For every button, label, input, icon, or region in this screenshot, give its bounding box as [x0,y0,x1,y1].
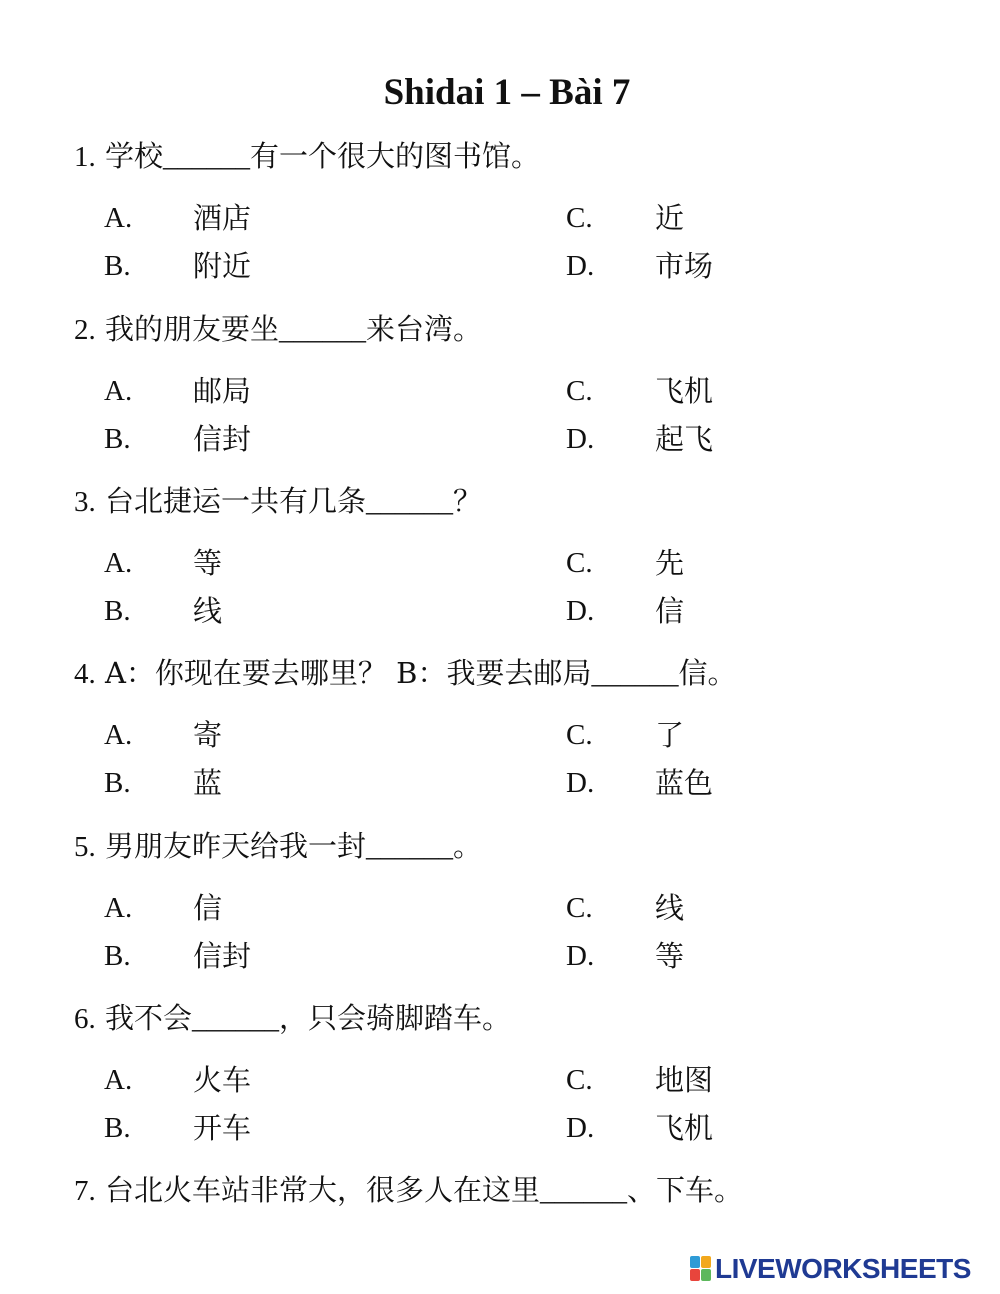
question-text-after: ？ [452,484,482,518]
question-number: 2. [74,314,96,346]
answer-blank[interactable]: ______ [591,658,679,690]
question-number: 3. [74,486,96,518]
option-letter: B. [104,250,131,282]
option-letter: C. [566,375,593,407]
answer-blank[interactable]: ______ [365,486,453,518]
option-letter: D. [566,1112,595,1144]
option-text: 邮局 [193,374,252,408]
option-letter: A. [104,375,133,407]
question-text-before: 我的朋友要坐 [104,312,279,346]
option-letter: B. [104,940,131,972]
option-letter: B. [104,423,131,455]
option-text: 等 [193,546,223,580]
question-5 [74,826,482,867]
question-text-after: 有一个很大的图书馆。 [249,139,540,173]
question-text-before: 男朋友昨天给我一封 [104,829,366,863]
logo-blocks-icon [690,1256,712,1282]
option-letter: B. [104,595,131,627]
option-text: 飞机 [655,1111,714,1145]
question-text-before: 学校 [104,139,163,173]
question-number: 1. [74,141,96,173]
option-text: 附近 [193,249,252,283]
page-title: Shidai 1 – Bài 7 [383,72,631,113]
question-2 [74,309,482,350]
option-letter: D. [566,940,595,972]
option-text: 飞机 [655,374,714,408]
question-text-before: 台北火车站非常大，很多人在这里 [104,1173,540,1207]
question-3 [74,481,482,522]
question-text-after: 、下车。 [626,1173,743,1207]
question-1 [74,136,540,177]
option-letter: C. [566,202,593,234]
question-6 [74,998,511,1039]
option-text: 信封 [193,939,252,973]
option-letter: D. [566,767,595,799]
option-letter: C. [566,547,593,579]
question-4 [74,653,736,694]
question-text-after: 信。 [678,656,737,690]
answer-blank[interactable]: ______ [539,1175,627,1207]
option-text: 信封 [193,422,252,456]
option-text: 寄 [193,718,223,752]
answer-blank[interactable]: ______ [278,314,366,346]
option-text: 信 [193,891,223,925]
option-text: 地图 [655,1063,714,1097]
option-letter: C. [566,1064,593,1096]
option-letter: D. [566,250,595,282]
option-letter: A. [104,202,133,234]
question-text-after: 来台湾。 [365,312,482,346]
option-text: 起飞 [655,422,714,456]
option-letter: A. [104,547,133,579]
option-letter: C. [566,892,593,924]
question-text-after: 。 [452,829,482,863]
option-letter: A. [104,1064,133,1096]
question-7 [74,1170,743,1211]
option-text: 火车 [193,1063,252,1097]
option-text: 蓝 [193,766,223,800]
option-text: 开车 [193,1111,252,1145]
question-number: 6. [74,1003,96,1035]
question-number: 7. [74,1175,96,1207]
question-text-before: A：你现在要去哪里？ B：我要去邮局 [104,656,592,690]
option-letter: A. [104,892,133,924]
option-text: 线 [193,594,223,628]
option-text: 线 [655,891,685,925]
answer-blank[interactable]: ______ [162,141,250,173]
option-letter: B. [104,1112,131,1144]
question-number: 4. [74,658,96,690]
answer-blank[interactable]: ______ [365,831,453,863]
question-text-before: 台北捷运一共有几条 [104,484,366,518]
question-text-after: ，只会骑脚踏车。 [278,1001,511,1035]
logo-text: LIVEWORKSHEETS [715,1253,971,1284]
option-text: 等 [655,939,685,973]
option-letter: D. [566,423,595,455]
option-letter: B. [104,767,131,799]
question-number: 5. [74,831,96,863]
liveworksheets-logo [690,1253,971,1285]
option-letter: D. [566,595,595,627]
option-text: 市场 [655,249,714,283]
option-letter: A. [104,719,133,751]
option-text: 酒店 [193,201,252,235]
option-text: 了 [655,718,685,752]
option-text: 先 [655,546,685,580]
option-letter: C. [566,719,593,751]
option-text: 近 [655,201,685,235]
answer-blank[interactable]: ______ [191,1003,279,1035]
option-text: 信 [655,594,685,628]
option-text: 蓝色 [655,766,714,800]
question-text-before: 我不会 [104,1001,192,1035]
